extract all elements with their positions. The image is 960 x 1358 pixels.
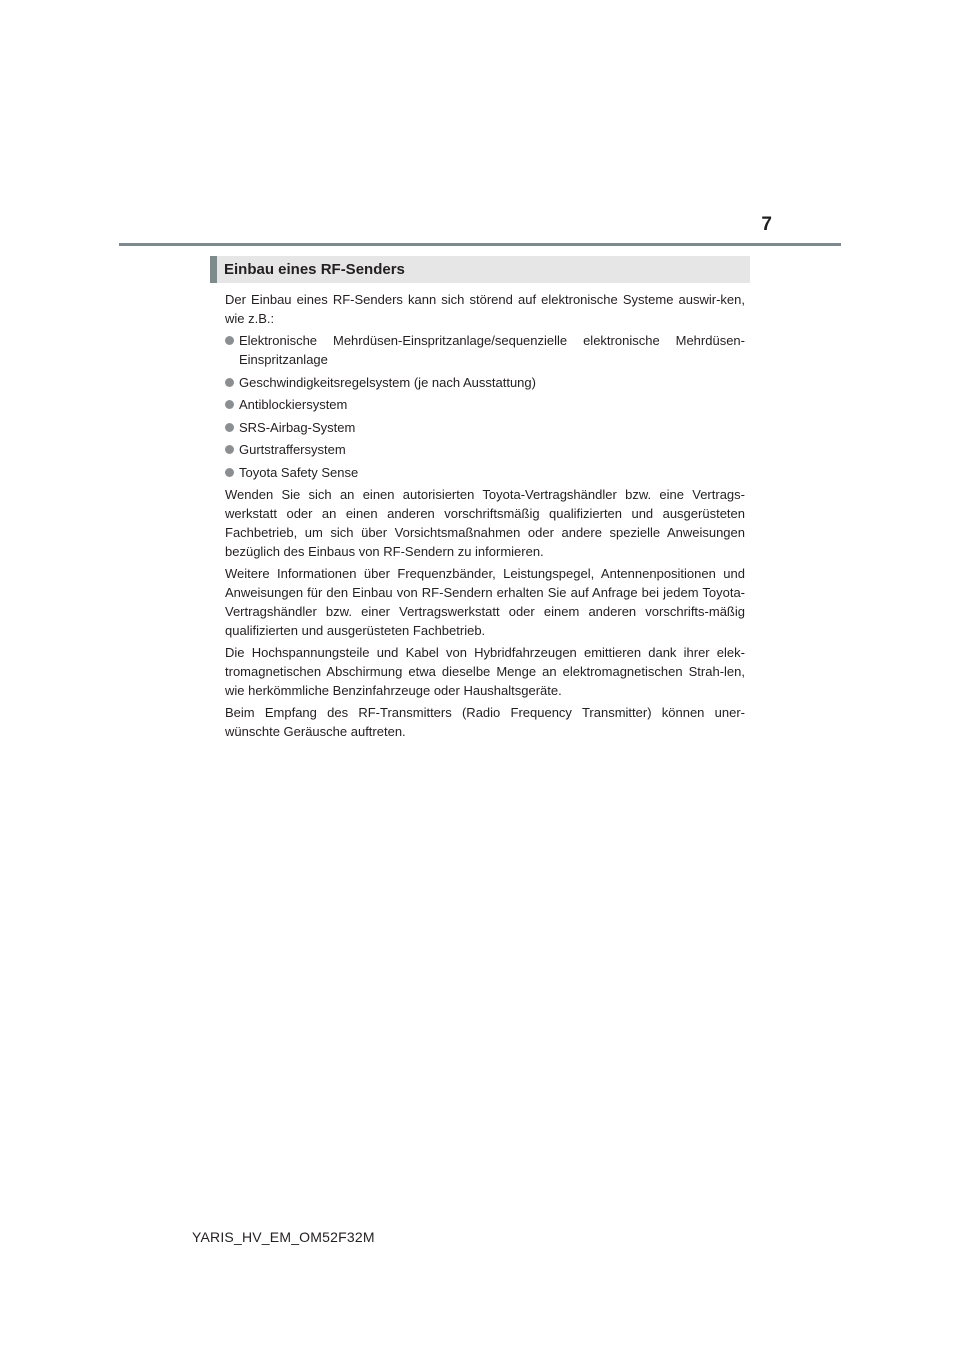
list-item-text: Gurtstraffersystem xyxy=(239,442,346,457)
list-item xyxy=(225,418,745,437)
list-item xyxy=(225,463,745,482)
header-rule xyxy=(119,243,841,246)
intro-paragraph: Der Einbau eines RF-Senders kann sich störend auf elektronische Systeme auswir-ken, wie z.B.: xyxy=(225,292,745,326)
section-content xyxy=(225,290,745,744)
further-info-paragraph: Weitere Informationen über Frequenzbänder, Leistungspegel, Antennenpositionen und Anweisungen für den Einbau von RF-Sendern erhalten Sie auf Anfrage bei jedem Toyota-Vertragshändler bzw. einer Vertragswerkstatt oder einem anderen vorschrifts-mäßig qualifizierten und ausgerüsteten Fachbetrieb. xyxy=(225,566,745,638)
list-item xyxy=(225,373,745,392)
noise-paragraph: Beim Empfang des RF-Transmitters (Radio Frequency Transmitter) können uner-wünschte Geräusche auftreten. xyxy=(225,705,745,739)
footer-document-code: YARIS_HV_EM_OM52F32M xyxy=(192,1229,375,1245)
section-heading xyxy=(210,256,750,283)
list-item xyxy=(225,395,745,414)
bullet-dot-icon xyxy=(225,423,234,432)
bullet-dot-icon xyxy=(225,468,234,477)
list-item-text: Elektronische Mehrdüsen-Einspritzanlage/sequenzielle elektronische Mehrdüsen-Einspritzanlage xyxy=(239,333,745,367)
list-item xyxy=(225,440,745,459)
affected-systems-list xyxy=(225,331,745,482)
list-item-text: Antiblockiersystem xyxy=(239,397,348,412)
bullet-dot-icon xyxy=(225,336,234,345)
bullet-dot-icon xyxy=(225,400,234,409)
list-item-text: Geschwindigkeitsregelsystem (je nach Ausstattung) xyxy=(239,374,536,390)
list-item-text: Toyota Safety Sense xyxy=(239,464,359,480)
shielding-paragraph: Die Hochspannungsteile und Kabel von Hybridfahrzeugen emittieren dank ihrer elek-tromagnetischen Abschirmung etwa dieselbe Menge an elektromagnetischen Strah-len, wie herkömmliche Benzinfahrzeuge oder Haushaltsgeräte. xyxy=(225,645,745,698)
bullet-dot-icon xyxy=(225,378,234,387)
bullet-dot-icon xyxy=(225,445,234,454)
heading-accent-bar xyxy=(210,256,217,283)
section-title: Einbau eines RF-Senders xyxy=(224,261,405,278)
dealer-contact-paragraph: Wenden Sie sich an einen autorisierten Toyota-Vertragshändler bzw. eine Vertrags-werkstatt oder an einen anderen vorschriftsmäßig qualifizierten und ausgerüsteten Fachbetrieb, um sich über Vorsichtsmaßnahmen oder andere spezielle Anweisungen bezüglich des Einbaus von RF-Sendern zu informieren. xyxy=(225,487,745,559)
page-number: 7 xyxy=(761,214,772,235)
list-item xyxy=(225,331,745,369)
list-item-text: SRS-Airbag-System xyxy=(239,419,356,435)
